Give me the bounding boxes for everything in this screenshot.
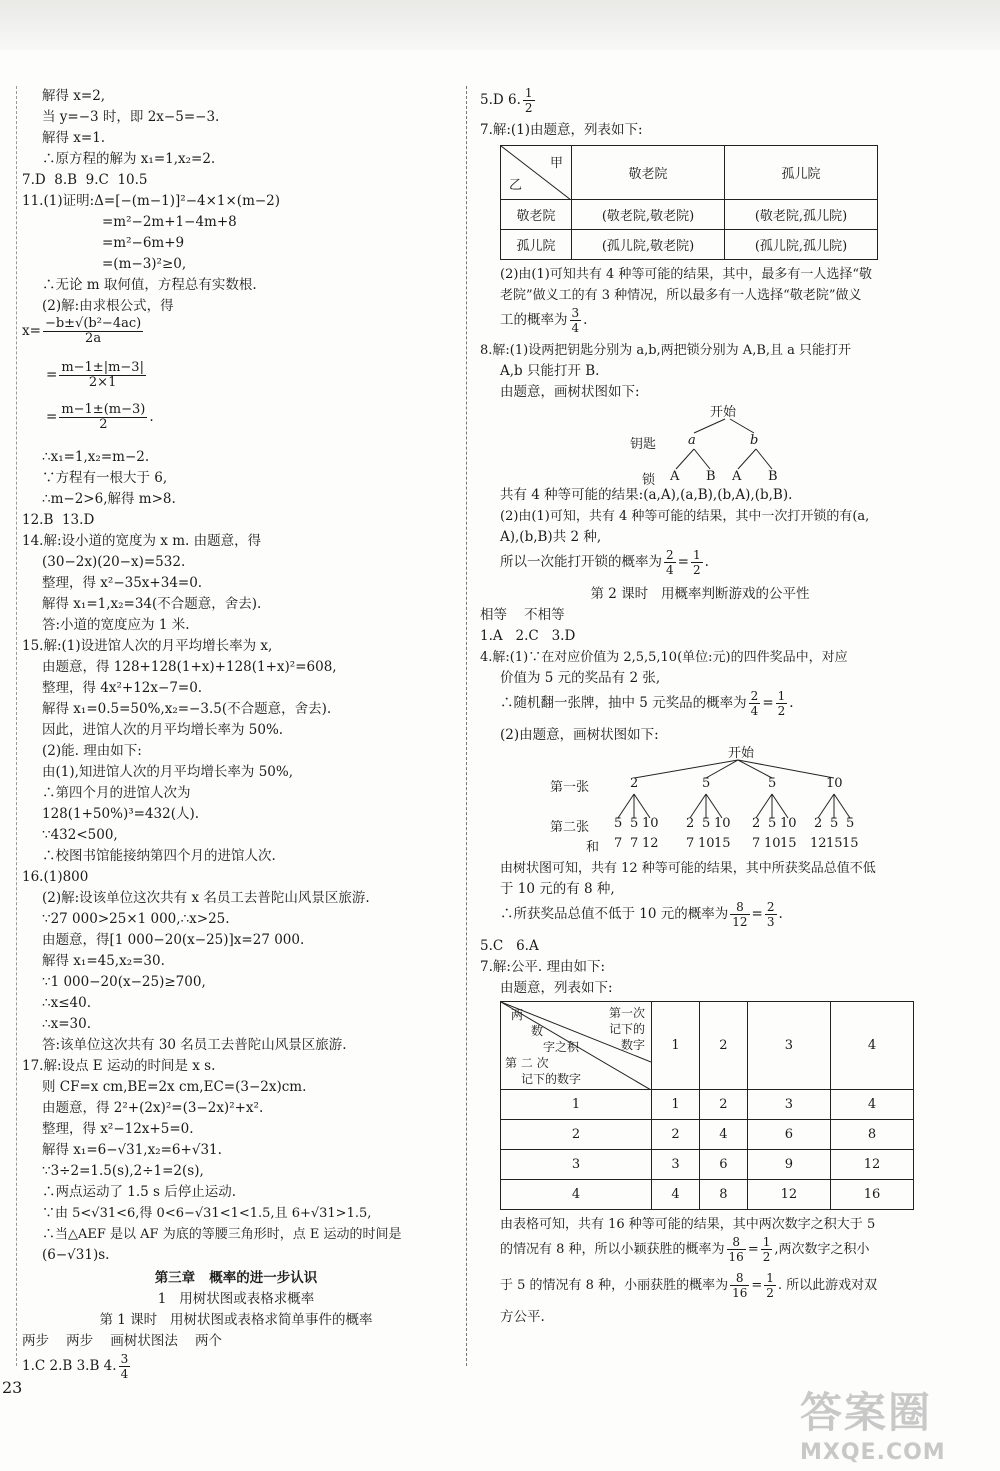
tree-node: a <box>688 433 696 448</box>
tree-level-label: 和 <box>586 840 600 855</box>
denominator: 4 <box>750 704 759 718</box>
tree-branch <box>706 794 722 818</box>
numerator: m−1±(m−3) <box>61 402 146 417</box>
table-cell: 2 <box>699 1090 747 1120</box>
text-line: (6−√31)s. <box>42 1247 110 1263</box>
tree-node: 5 <box>768 776 777 791</box>
numerator: 1 <box>524 86 533 100</box>
denominator: 2 <box>762 1250 771 1264</box>
tree-sum: 10 <box>698 836 715 851</box>
volunteer-table <box>500 145 878 260</box>
section-heading: 1 用树状图或表格求概率 <box>157 1291 315 1307</box>
equals-sign: = <box>762 695 774 711</box>
text-line: (2)由(1)可知共有 4 种等可能的结果，其中，最多有一人选择“敬 <box>500 267 873 282</box>
equals-sign: = <box>751 1278 763 1293</box>
denominator: 2 <box>777 704 786 718</box>
numerator: m−1±|m−3| <box>61 360 144 375</box>
numerator: 1 <box>766 1271 774 1285</box>
tree-start: 开始 <box>710 405 737 420</box>
table-cell: (敬老院,孤儿院) <box>725 200 878 230</box>
text-line: (2)能. 理由如下: <box>42 743 142 759</box>
text-line: A),(b,B)共 2 种, <box>500 529 602 545</box>
tree-leaf: 5 <box>630 816 639 831</box>
equals-sign: = <box>747 1242 759 1257</box>
answer-line <box>22 1352 450 1386</box>
formula-line: = $\frac{m-1\pm(m-3)}{2}$ . <box>46 402 154 432</box>
answer-line <box>480 1271 920 1307</box>
tree-leaf: 10 <box>642 816 659 831</box>
numerator: 2 <box>750 689 759 703</box>
answer-text: ∴随机翻一张牌，抽中 5 元奖品的概率为 <box>500 695 747 711</box>
row-header: 4 <box>501 1180 652 1210</box>
tree-leaf: 5 <box>702 816 711 831</box>
text-line: 解得 x₁=6−√31,x₂=6+√31. <box>42 1142 222 1158</box>
text-line: 7.解:公平. 理由如下: <box>480 959 606 975</box>
tree-branch <box>618 794 634 818</box>
tree-sum: 10 <box>764 836 781 851</box>
table-corner-cell <box>501 146 572 200</box>
text-line: =m²−6m+9 <box>102 235 185 251</box>
text-line: 答:小道的宽度应为 1 米. <box>42 617 190 633</box>
tree-leaf: B <box>768 469 778 484</box>
text-line: ∴x₁=1,x₂=m−2. <box>42 449 150 465</box>
product-table <box>500 1001 914 1210</box>
text-line: 17.解:设点 E 运动的时间是 x s. <box>22 1058 216 1074</box>
tree-level-label: 钥匙 <box>630 437 657 452</box>
answer-line <box>480 86 920 120</box>
numerator: 2 <box>766 900 775 914</box>
tree-level-label: 第一张 <box>550 780 590 795</box>
text-line: ∵1 000−20(x−25)≥700, <box>42 974 206 990</box>
text-line: ∴x=30. <box>42 1016 91 1032</box>
text-line: ∴原方程的解为 x₁=1,x₂=2. <box>42 151 216 167</box>
text-line: 两步 两步 画树状图法 两个 <box>22 1333 222 1349</box>
text-line: 当 y=−3 时，即 2x−5=−3. <box>42 109 220 125</box>
corner-label: 数字 <box>620 1038 645 1052</box>
tree-start: 开始 <box>728 746 755 761</box>
text-line: 相等 不相等 <box>480 607 565 623</box>
numerator: 3 <box>120 1352 129 1366</box>
text-line: (2)由(1)可知，共有 4 种等可能的结果，其中一次打开锁的有(a, <box>500 509 870 524</box>
text-line: (2)解:设该单位这次共有 x 名员工去普陀山风景区旅游. <box>42 890 370 906</box>
denominator: 4 <box>571 321 580 335</box>
text-line: ∴校图书馆能接纳第四个月的进馆人次. <box>42 848 276 864</box>
text-line: 由题意，画树状图如下: <box>500 384 640 400</box>
text-line: ∴第四个月的进馆人次为 <box>42 785 191 801</box>
table-cell: 6 <box>699 1150 747 1180</box>
text-line: 12.B 13.D <box>22 512 95 528</box>
numerator: 1 <box>762 1235 771 1249</box>
text-line: 方公平. <box>500 1309 545 1325</box>
text-line: =m²−2m+1−4m+8 <box>102 214 237 230</box>
left-margin-line <box>16 86 17 1366</box>
answer-text: 的情况有 8 种，所以小颖获胜的概率为 <box>500 1242 725 1257</box>
tree-sum: 12 <box>810 836 827 851</box>
denominator: 2 <box>524 101 533 115</box>
table-cell: (孤儿院,敬老院) <box>572 230 725 260</box>
text-line: ∵432<500, <box>42 827 118 843</box>
text-line: ∴两点运动了 1.5 s 后停止运动. <box>42 1184 237 1200</box>
answer-text: 于 5 的情况有 8 种，小丽获胜的概率为 <box>500 1278 729 1293</box>
tree-sum: 15 <box>780 836 797 851</box>
text-line: 4.解:(1)∵在对应价值为 2,5,5,10(单位:元)的四件奖品中，对应 <box>480 650 848 665</box>
text-line: ∴无论 m 取何值，方程总有实数根. <box>42 277 257 293</box>
numerator: 3 <box>571 306 580 320</box>
tree-branches <box>480 403 920 485</box>
text-line: 解得 x₁=1,x₂=34(不合题意，舍去). <box>42 596 262 612</box>
text-line: ∴x≤40. <box>42 995 91 1011</box>
corner-top-label: 甲 <box>549 156 563 171</box>
answer-text: ,两次数字之积小 <box>774 1242 870 1257</box>
text-line: 于 10 元的有 8 种, <box>500 881 615 897</box>
table-corner-cell <box>501 1002 652 1090</box>
tree-sum: 15 <box>714 836 731 851</box>
numerator: 8 <box>727 1235 746 1250</box>
row-header: 1 <box>501 1090 652 1120</box>
answer-line <box>480 900 920 936</box>
tree-branch <box>818 794 834 818</box>
left-column <box>22 86 450 1386</box>
table-cell: 4 <box>699 1120 747 1150</box>
table-cell: 9 <box>747 1150 830 1180</box>
column-header: 4 <box>830 1002 913 1090</box>
key-lock-tree-diagram <box>480 403 920 488</box>
answer-text: . <box>778 906 783 922</box>
tree-leaf: 2 <box>752 816 761 831</box>
tree-leaf: A <box>732 469 742 484</box>
tree-leaf: 5 <box>614 816 623 831</box>
table-cell: 16 <box>830 1180 913 1210</box>
row-header: 3 <box>501 1150 652 1180</box>
text-line: ∴m−2>6,解得 m>8. <box>42 491 176 507</box>
corner-label: 第 二 次 <box>505 1056 549 1070</box>
text-line: 整理，得 x²−35x+34=0. <box>42 575 203 591</box>
denominator: 2×1 <box>88 375 117 390</box>
text-line: ∵27 000>25×1 000,∴x>25. <box>42 911 230 927</box>
answer-text: . <box>583 312 588 328</box>
text-line: 16.(1)800 <box>22 869 89 885</box>
text-line: 老院”做义工的有 3 种情况，所以最多有一人选择“敬老院”做义 <box>500 288 862 303</box>
table-cell: 4 <box>830 1090 913 1120</box>
text-line: (30−2x)(20−x)=532. <box>42 554 186 570</box>
table-cell: (敬老院,敬老院) <box>572 200 725 230</box>
text-line: 128(1+50%)³=432(人). <box>42 806 200 822</box>
tree-leaf: 10 <box>714 816 731 831</box>
text-line: 共有 4 种等可能的结果:(a,A),(a,B),(b,A),(b,B). <box>500 487 793 503</box>
answer-text: 5.D 6. <box>480 92 521 108</box>
row-header: 2 <box>501 1120 652 1150</box>
tree-sum: 12 <box>642 836 659 851</box>
text-line: 解得 x₁=45,x₂=30. <box>42 953 165 969</box>
tree-sum: 15 <box>842 836 859 851</box>
tree-leaf: 5 <box>846 816 855 831</box>
tree-leaf: 5 <box>768 816 777 831</box>
answer-line <box>480 1235 920 1271</box>
tree-sum: 15 <box>826 836 843 851</box>
text-line: 由题意，列表如下: <box>500 980 613 996</box>
tree-leaf: B <box>706 469 716 484</box>
text-line: (2)由题意，画树状图如下: <box>500 727 659 743</box>
tree-leaf: 10 <box>780 816 797 831</box>
table-cell: 3 <box>652 1150 700 1180</box>
column-header: 2 <box>699 1002 747 1090</box>
text-line: 15.解:(1)设进馆人次的月平均增长率为 x, <box>22 638 273 654</box>
table-cell: 2 <box>652 1120 700 1150</box>
tree-sum: 7 <box>614 836 623 851</box>
answer-line <box>480 689 920 725</box>
table-cell: 12 <box>747 1180 830 1210</box>
denominator: 3 <box>766 915 775 929</box>
text-line: ∵3÷2=1.5(s),2÷1=2(s), <box>42 1163 204 1179</box>
watermark-url: MXQE.COM <box>800 1440 946 1465</box>
tree-branch <box>690 794 706 818</box>
text-line: =(m−3)²≥0, <box>102 256 187 272</box>
tree-node: 10 <box>826 776 843 791</box>
denominator: 2 <box>99 417 108 432</box>
tree-node: 5 <box>702 776 711 791</box>
column-header: 孤儿院 <box>725 146 878 200</box>
numerator: 8 <box>730 1271 749 1286</box>
numerator: 2 <box>666 548 674 562</box>
tree-node: b <box>750 433 759 448</box>
chapter-heading: 第三章 概率的进一步认识 <box>154 1270 318 1286</box>
column-divider <box>466 86 467 1366</box>
tree-sum: 7 <box>686 836 695 851</box>
formula-line: x= $\frac{\text{−b±√(b²−4ac)}}{2a}$ <box>22 316 142 346</box>
tree-leaf: 5 <box>830 816 839 831</box>
tree-leaf: 2 <box>814 816 823 831</box>
denominator: 16 <box>728 1250 744 1264</box>
text-line: 解得 x=1. <box>42 130 106 146</box>
text-line: 1.A 2.C 3.D <box>480 628 576 644</box>
text-line: A,b 只能打开 B. <box>500 363 600 379</box>
tree-node: 2 <box>630 776 639 791</box>
answer-text: . <box>704 554 709 570</box>
text-line: 由题意，得[1 000−20(x−25)]x=27 000. <box>42 932 305 948</box>
text-line: 解得 x₁=0.5=50%,x₂=−3.5(不合题意，舍去). <box>42 701 332 717</box>
text-line: (2)解:由求根公式，得 <box>42 298 174 314</box>
corner-label: 记下的 <box>608 1022 645 1036</box>
lesson-heading: 第 1 课时 用树状图或表格求简单事件的概率 <box>99 1312 373 1328</box>
text-line: 整理，得 x²−12x+5=0. <box>42 1121 194 1137</box>
answer-text: 1.C 2.B 3.B 4. <box>22 1358 117 1374</box>
text-line: 5.C 6.A <box>480 938 539 954</box>
text-line: 7.解:(1)由题意，列表如下: <box>480 122 643 138</box>
tree-sum: 7 <box>752 836 761 851</box>
numerator: 1 <box>692 548 701 562</box>
numerator: 8 <box>730 900 749 915</box>
equals-sign: = <box>677 554 689 570</box>
text-line: 解得 x=2, <box>42 88 106 104</box>
text-line: 因此，进馆人次的月平均增长率为 50%. <box>42 722 284 738</box>
equals-sign: = <box>751 906 763 922</box>
table-cell: 12 <box>830 1150 913 1180</box>
tree-leaf: 2 <box>686 816 695 831</box>
table-cell: 1 <box>652 1090 700 1120</box>
table-cell: 6 <box>747 1120 830 1150</box>
text-line: 整理，得 4x²+12x−7=0. <box>42 680 203 696</box>
answer-text: . 所以此游戏对双 <box>777 1278 878 1293</box>
text-line: 价值为 5 元的奖品有 2 张, <box>500 670 661 686</box>
corner-label: 记下的数字 <box>521 1072 582 1086</box>
lesson-heading: 第 2 课时 用概率判断游戏的公平性 <box>590 586 810 602</box>
denominator: 12 <box>732 915 748 929</box>
watermark <box>800 1380 990 1465</box>
denominator: 2a <box>85 331 102 346</box>
text-line: 7.D 8.B 9.C 10.5 <box>22 172 148 188</box>
page-number: 23 <box>2 1378 23 1397</box>
table-cell: 8 <box>699 1180 747 1210</box>
tree-branch <box>772 794 788 818</box>
text-line: 8.解:(1)设两把钥匙分别为 a,b,两把锁分别为 A,B,且 a 只能打开 <box>480 343 852 358</box>
tree-sum: 7 <box>630 836 639 851</box>
text-line: 答:该单位这次共有 30 名员工去普陀山风景区旅游. <box>42 1037 347 1053</box>
text-line: 由树状图可知，共有 12 种等可能的结果，其中所获奖品总值不低 <box>500 861 876 876</box>
answer-text: 工的概率为 <box>500 312 568 328</box>
answer-text: ∴所获奖品总值不低于 10 元的概率为 <box>500 906 729 922</box>
column-header: 1 <box>652 1002 700 1090</box>
table-cell: 4 <box>652 1180 700 1210</box>
denominator: 4 <box>666 563 674 577</box>
corner-label: 两 <box>511 1008 524 1022</box>
table-cell: (孤儿院,孤儿院) <box>725 230 878 260</box>
text-line: 则 CF=x cm,BE=2x cm,EC=(3−2x)cm. <box>42 1079 307 1095</box>
text-line: 14.解:设小道的宽度为 x m. 由题意，得 <box>22 533 262 549</box>
tree-level-label: 第二张 <box>550 820 590 835</box>
denominator: 16 <box>732 1286 748 1300</box>
column-header: 敬老院 <box>572 146 725 200</box>
text-line: 由(1),知进馆人次的月平均增长率为 50%, <box>42 764 294 780</box>
scan-top-band <box>0 0 1000 50</box>
denominator: 2 <box>766 1286 774 1300</box>
answer-text: 所以一次能打开锁的概率为 <box>500 554 662 570</box>
right-column <box>480 86 920 1328</box>
text-line: 由表格可知，共有 16 种等可能的结果，其中两次数字之积大于 5 <box>500 1217 876 1232</box>
tree-branch <box>756 794 772 818</box>
tree-leaf: A <box>670 469 680 484</box>
denominator: 4 <box>120 1367 129 1381</box>
formula-line: = $\frac{m-1\pm|m-3|}{2\times 1}$ <box>46 360 144 390</box>
corner-label: 第一次 <box>608 1006 645 1020</box>
table-cell: 8 <box>830 1120 913 1150</box>
prize-tree-diagram <box>480 746 920 858</box>
text-line: 11.(1)证明:Δ=[−(m−1)]²−4×1×(m−2) <box>22 193 281 209</box>
numerator: 1 <box>777 689 786 703</box>
row-header: 孤儿院 <box>501 230 572 260</box>
column-header: 3 <box>747 1002 830 1090</box>
corner-label: 字之积 <box>543 1040 580 1054</box>
text-line: ∵方程有一根大于 6, <box>42 470 168 486</box>
table-cell: 3 <box>747 1090 830 1120</box>
text-line: 由题意，得 128+128(1+x)+128(1+x)²=608, <box>42 659 337 675</box>
answer-line <box>480 306 920 340</box>
tree-branch <box>738 760 834 778</box>
text-line: ∵由 5<√31<6,得 0<6−√31<1<1.5,且 6+√31>1.5, <box>42 1206 372 1221</box>
denominator: 2 <box>692 563 701 577</box>
text-line: ∴当△AEF 是以 AF 为底的等腰三角形时，点 E 运动的时间是 <box>42 1227 402 1242</box>
tree-level-label: 锁 <box>642 473 656 488</box>
answer-line <box>480 548 920 584</box>
row-header: 敬老院 <box>501 200 572 230</box>
tree-branch <box>834 794 850 818</box>
corner-bottom-label: 乙 <box>509 178 523 193</box>
corner-label: 数 <box>531 1024 544 1038</box>
watermark-logo-text: 答案圈 <box>800 1388 933 1437</box>
answer-text: . <box>789 695 794 711</box>
tree-branch <box>634 794 650 818</box>
numerator: −b±√(b²−4ac) <box>44 316 142 331</box>
text-line: 由题意，得 2²+(2x)²=(3−2x)²+x². <box>42 1100 264 1116</box>
